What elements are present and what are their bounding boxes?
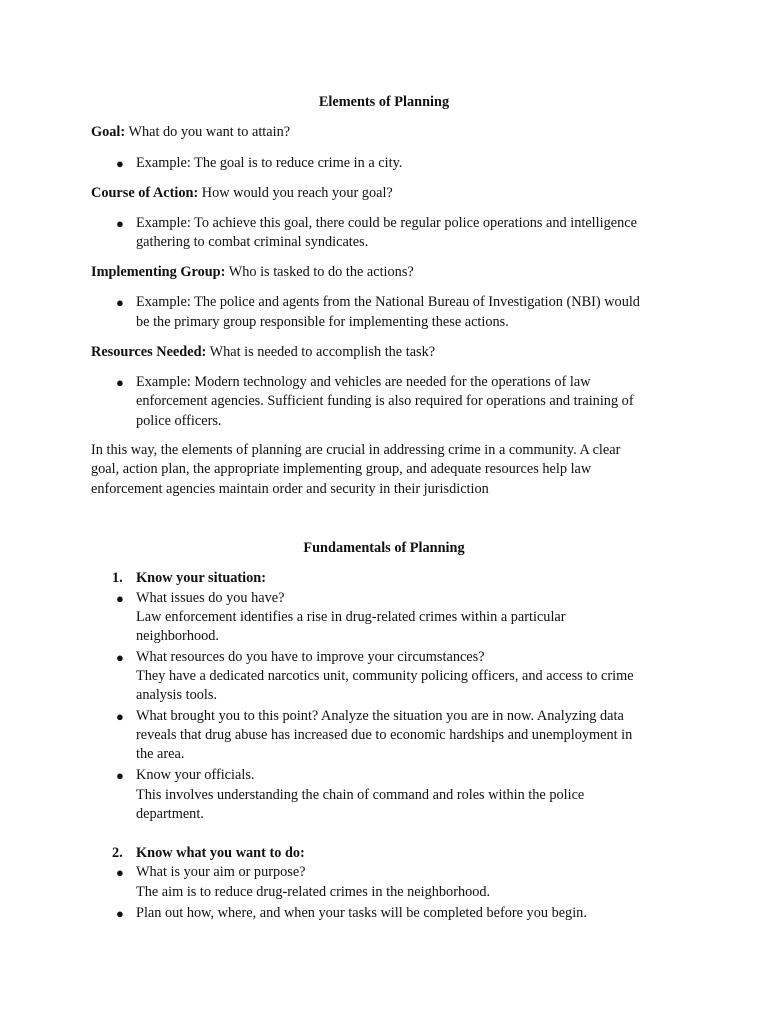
example-line: Example: To achieve this goal, there could be regular police operations and intelligence [136, 215, 637, 231]
bullet-icon: ● [116, 216, 124, 231]
element-label: Goal: [91, 124, 126, 140]
list-item-line: The aim is to reduce drug-related crimes in the neighborhood. [136, 884, 491, 900]
section-heading: Know your situation: [136, 570, 267, 586]
element-implementing-group [91, 264, 414, 281]
bullet-icon: ● [116, 591, 124, 606]
list-item-line: analysis tools. [136, 687, 218, 703]
summary-line: goal, action plan, the appropriate implementing group, and adequate resources help law [91, 461, 592, 477]
list-item-line: Know your officials. [136, 767, 255, 783]
section-title: Elements of Planning [318, 94, 450, 110]
example-line: be the primary group responsible for implementing these actions. [136, 314, 509, 330]
list-item-line: What issues do you have? [136, 590, 285, 606]
bullet-icon: ● [116, 375, 124, 390]
element-course-of-action [91, 185, 393, 202]
element-resources-needed [91, 344, 435, 361]
section-number: 2. [112, 845, 123, 861]
example-line: enforcement agencies. Sufficient funding is also required for operations and training of [136, 393, 634, 409]
bullet-icon: ● [116, 768, 124, 783]
example-line: police officers. [136, 413, 222, 429]
element-question: Who is tasked to do the actions? [228, 264, 414, 280]
bullet-icon: ● [116, 709, 124, 724]
bullet-icon: ● [116, 295, 124, 310]
list-item-line: This involves understanding the chain of command and roles within the police [136, 787, 585, 803]
list-item-line: department. [136, 806, 204, 822]
element-label: Course of Action: [91, 185, 199, 201]
bullet-icon: ● [116, 865, 124, 880]
summary-line: In this way, the elements of planning are crucial in addressing crime in a community. A clear [91, 442, 621, 458]
bullet-icon: ● [116, 906, 124, 921]
example-line: Example: The goal is to reduce crime in a city. [136, 155, 403, 171]
list-item-line: What is your aim or purpose? [136, 864, 306, 880]
list-item-line: neighborhood. [136, 628, 219, 644]
element-question: What do you want to attain? [128, 124, 291, 140]
list-item-line: the area. [136, 746, 185, 762]
element-label: Resources Needed: [91, 344, 207, 360]
summary-line: enforcement agencies maintain order and security in their jurisdiction [91, 481, 489, 497]
list-item-line: reveals that drug abuse has increased due to economic hardships and unemployment in [136, 727, 633, 743]
example-line: Example: Modern technology and vehicles are needed for the operations of law [136, 374, 591, 390]
example-line: Example: The police and agents from the National Bureau of Investigation (NBI) would [136, 294, 640, 310]
fundamentals-title: Fundamentals of Planning [303, 540, 465, 556]
bullet-icon: ● [116, 650, 124, 665]
element-question: What is needed to accomplish the task? [209, 344, 436, 360]
example-line: gathering to combat criminal syndicates. [136, 234, 369, 250]
list-item-line: What brought you to this point? Analyze the situation you are in now. Analyzing data [136, 708, 624, 724]
list-item-line: Law enforcement identifies a rise in drug-related crimes within a particular [136, 609, 566, 625]
element-goal [91, 124, 290, 141]
element-label: Implementing Group: [91, 264, 226, 280]
list-item-line: Plan out how, where, and when your tasks will be completed before you begin. [136, 905, 587, 921]
element-question: How would you reach your goal? [201, 185, 393, 201]
list-item-line: They have a dedicated narcotics unit, community policing officers, and access to crime [136, 668, 634, 684]
list-item-line: What resources do you have to improve your circumstances? [136, 649, 485, 665]
section-heading: Know what you want to do: [136, 845, 305, 861]
bullet-icon: ● [116, 156, 124, 171]
section-number: 1. [112, 570, 123, 586]
